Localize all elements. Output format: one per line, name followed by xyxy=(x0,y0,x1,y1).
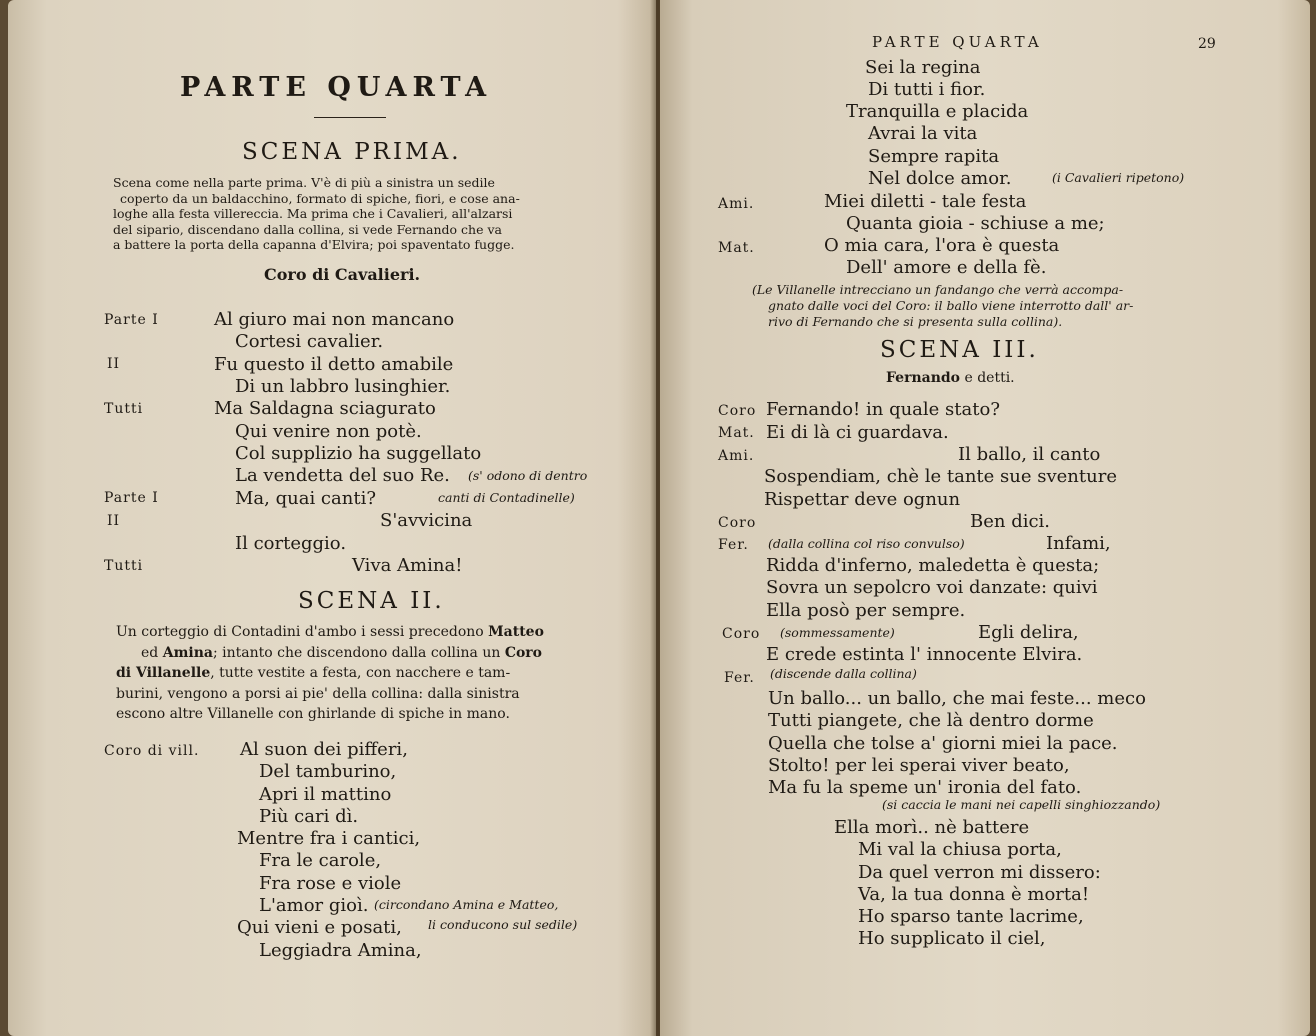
scene-1-direction-line: Scena come nella parte prima. V'è di più a sinistra un sedile xyxy=(113,175,495,190)
stage-direction: gnato dalle voci del Coro: il ballo viene interrotto dall' ar- xyxy=(768,298,1134,313)
verse-line: E crede estinta l' innocente Elvira. xyxy=(766,644,1083,665)
stage-direction: canti di Contadinelle) xyxy=(438,490,575,505)
verse-line: Ben dici. xyxy=(970,511,1051,532)
scene-1-direction-line: coperto da un baldacchino, formato di spiche, fiori, e cose ana- xyxy=(120,191,520,206)
verse-line: Di tutti i fior. xyxy=(868,79,986,100)
verse-line: Nel dolce amor. xyxy=(868,168,1012,189)
speaker-label: Coro di vill. xyxy=(104,743,200,759)
scene-2-direction-line: di Villanelle, tutte vestite a festa, con nacchere e tam- xyxy=(116,665,511,681)
verse-line: Tutti piangete, che là dentro dorme xyxy=(768,710,1094,731)
scene-2-direction-line: ed Amina; intanto che discendono dalla collina un Coro xyxy=(141,645,543,661)
verse-line: Fernando! in quale stato? xyxy=(766,399,1000,420)
scene-2-direction-line: escono altre Villanelle con ghirlande di spiche in mano. xyxy=(116,706,510,722)
verse-line: La vendetta del suo Re. xyxy=(235,465,450,486)
verse-line: Tranquilla e placida xyxy=(846,101,1029,122)
verse-line: Viva Amina! xyxy=(352,555,463,576)
verse-line: Sei la regina xyxy=(865,57,981,78)
verse-line: Fu questo il detto amabile xyxy=(214,354,454,375)
stage-direction: (s' odono di dentro xyxy=(468,468,588,483)
verse-line: Qui venire non potè. xyxy=(235,421,422,442)
verse-line: Ma Saldagna sciagurato xyxy=(214,398,436,419)
speaker-label: Tutti xyxy=(104,401,144,417)
stage-direction: (i Cavalieri ripetono) xyxy=(1052,170,1185,185)
verse-line: Apri il mattino xyxy=(259,784,392,805)
verse-line: Da quel verron mi dissero: xyxy=(858,862,1101,883)
verse-line: Quella che tolse a' giorni miei la pace. xyxy=(768,733,1118,754)
speaker-label: Parte I xyxy=(104,312,159,328)
stage-direction: (Le Villanelle intrecciano un fandango che verrà accompa- xyxy=(752,282,1124,297)
speaker-label: Coro xyxy=(718,403,757,419)
verse-line: Ella posò per sempre. xyxy=(766,600,966,621)
left-page xyxy=(8,0,656,1036)
stage-direction: (sommessamente) xyxy=(780,625,895,640)
scene-2-direction-line: Un corteggio di Contadini d'ambo i sessi precedono Matteo xyxy=(116,624,544,640)
speaker-label: Coro xyxy=(718,515,757,531)
verse-line: Un ballo... un ballo, che mai feste... meco xyxy=(768,688,1146,709)
scene-1-direction-line: a battere la porta della capanna d'Elvira; poi spaventato fugge. xyxy=(113,237,515,252)
stage-direction: li conducono sul sedile) xyxy=(428,917,578,932)
scene-3-subtitle: Fernando e detti. xyxy=(886,370,1015,386)
scene-1-title: SCENA PRIMA. xyxy=(242,139,462,165)
speaker-label: II xyxy=(107,356,121,372)
verse-line: Mentre fra i cantici, xyxy=(237,828,421,849)
speaker-label: Fer. xyxy=(718,537,749,553)
verse-line: O mia cara, l'ora è questa xyxy=(824,235,1060,256)
page-number: 29 xyxy=(1198,36,1216,52)
verse-line: Cortesi cavalier. xyxy=(235,331,384,352)
verse-line: Il corteggio. xyxy=(235,533,347,554)
speaker-label: Tutti xyxy=(104,558,144,574)
verse-line: Fra rose e viole xyxy=(259,873,402,894)
verse-line: Ella morì.. nè battere xyxy=(834,817,1030,838)
verse-line: S'avvicina xyxy=(380,510,473,531)
scene-3-title: SCENA III. xyxy=(880,337,1039,363)
speaker-label: II xyxy=(107,513,121,529)
speaker-label: Parte I xyxy=(104,490,159,506)
stage-direction: (discende dalla collina) xyxy=(770,666,917,681)
speaker-label: Ami. xyxy=(718,448,755,464)
stage-direction: rivo di Fernando che si presenta sulla collina). xyxy=(768,314,1063,329)
scene-2-direction-line: burini, vengono a porsi ai pie' della collina: dalla sinistra xyxy=(116,686,520,702)
verse-line: Ei di là ci guardava. xyxy=(766,422,949,443)
verse-line: Il ballo, il canto xyxy=(958,444,1101,465)
running-head: PARTE QUARTA xyxy=(872,33,1043,51)
verse-line: Egli delira, xyxy=(978,622,1079,643)
verse-line: Stolto! per lei sperai viver beato, xyxy=(768,755,1070,776)
verse-line: Ho sparso tante lacrime, xyxy=(858,906,1084,927)
speaker-label: Ami. xyxy=(718,196,755,212)
scene-2-title: SCENA II. xyxy=(298,588,445,614)
verse-line: Al giuro mai non mancano xyxy=(214,309,455,330)
scene-1-direction-line: loghe alla festa villereccia. Ma prima che i Cavalieri, all'alzarsi xyxy=(113,206,513,221)
verse-line: Ma, quai canti? xyxy=(235,488,376,509)
verse-line: Sempre rapita xyxy=(868,146,1000,167)
verse-line: Infami, xyxy=(1046,533,1111,554)
verse-line: Leggiadra Amina, xyxy=(259,940,422,961)
title-rule xyxy=(314,117,386,118)
scene-1-direction-line: del sipario, discendano dalla collina, si vede Fernando che va xyxy=(113,222,502,237)
verse-line: Dell' amore e della fè. xyxy=(846,257,1047,278)
verse-line: Ma fu la speme un' ironia del fato. xyxy=(768,777,1082,798)
verse-line: Mi val la chiusa porta, xyxy=(858,839,1062,860)
verse-line: Di un labbro lusinghier. xyxy=(235,376,451,397)
verse-line: Qui vieni e posati, xyxy=(237,917,402,938)
speaker-label: Fer. xyxy=(724,670,755,686)
verse-line: Va, la tua donna è morta! xyxy=(858,884,1090,905)
speaker-label: Mat. xyxy=(718,240,755,256)
verse-line: Avrai la vita xyxy=(868,123,978,144)
verse-line: Rispettar deve ognun xyxy=(764,489,961,510)
verse-line: Fra le carole, xyxy=(259,850,382,871)
verse-line: Sospendiam, chè le tante sue sventure xyxy=(764,466,1117,487)
chorus-heading: Coro di Cavalieri. xyxy=(264,265,421,284)
speaker-label: Mat. xyxy=(718,425,755,441)
verse-line: Col supplizio ha suggellato xyxy=(235,443,482,464)
right-page xyxy=(660,0,1310,1036)
verse-line: Del tamburino, xyxy=(259,761,397,782)
stage-direction: (dalla collina col riso convulso) xyxy=(768,536,965,551)
stage-direction: (circondano Amina e Matteo, xyxy=(374,897,559,912)
speaker-label: Coro xyxy=(722,626,761,642)
verse-line: Più cari dì. xyxy=(259,806,359,827)
verse-line: Ho supplicato il ciel, xyxy=(858,928,1046,949)
verse-line: L'amor gioì. xyxy=(259,895,369,916)
verse-line: Ridda d'inferno, maledetta è questa; xyxy=(766,555,1100,576)
verse-line: Al suon dei pifferi, xyxy=(240,739,408,760)
verse-line: Quanta gioia - schiuse a me; xyxy=(846,213,1105,234)
verse-line: Miei diletti - tale festa xyxy=(824,191,1027,212)
page-title: PARTE QUARTA xyxy=(180,72,493,103)
verse-line: Sovra un sepolcro voi danzate: quivi xyxy=(766,577,1098,598)
stage-direction: (si caccia le mani nei capelli singhiozzando) xyxy=(882,797,1161,812)
